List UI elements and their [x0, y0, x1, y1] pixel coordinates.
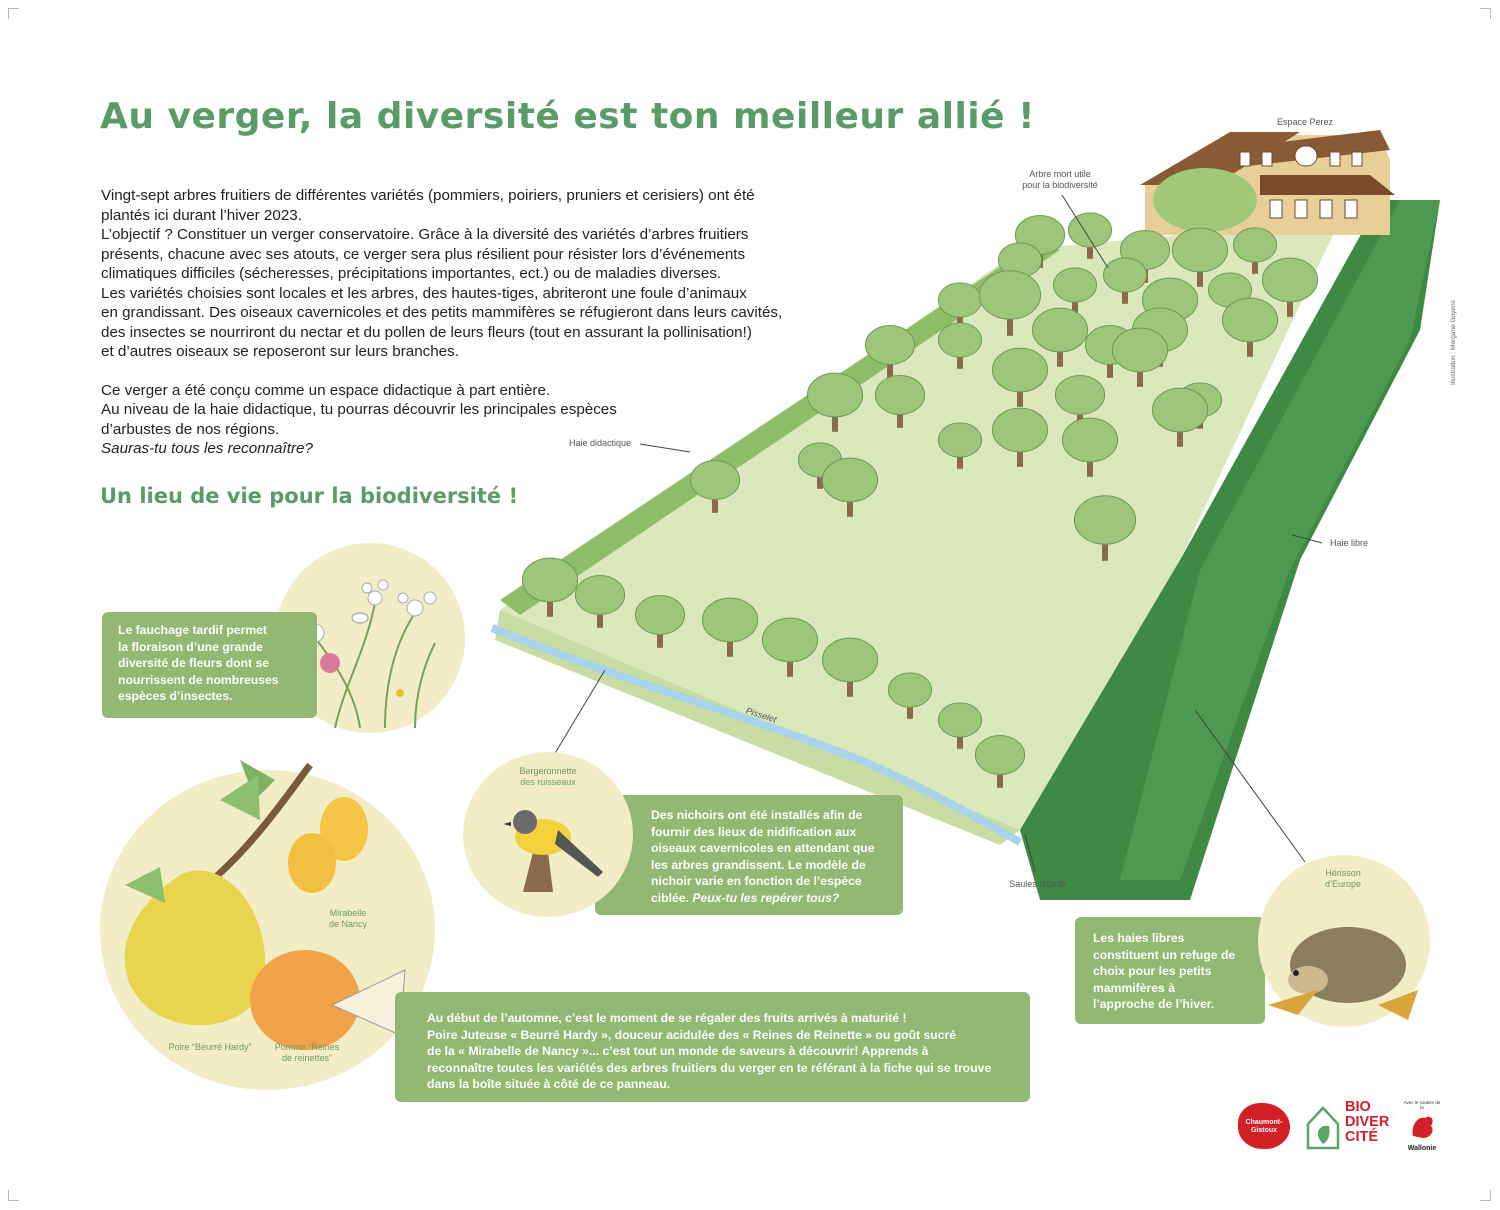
orchard-tree-crown: [575, 576, 624, 615]
orchard-tree-crown: [522, 558, 577, 602]
orchard-tree-crown: [938, 283, 981, 317]
fauchage-info-box: Le fauchage tardif permet la floraison d’une grande diversité de fleurs dont se nourrissent de nombreuses espèces d’insectes.: [102, 612, 317, 718]
intro-line: L’objectif ? Constituer un verger conservatoire. Grâce à la diversité des variétés d’arbres fruitiers: [101, 226, 749, 243]
fruits-illustration: [100, 745, 440, 1090]
orchard-tree-crown: [822, 458, 877, 502]
orchard-tree-crown: [702, 598, 757, 642]
label-saules: Saules têtards: [1009, 879, 1067, 889]
orchard-tree-crown: [1062, 418, 1117, 462]
haies-info-box: Les haies libres constituent un refuge de choix pour les petits mammifères à l’approche de l’hiver.: [1075, 917, 1265, 1024]
orchard-tree-crown: [1074, 496, 1135, 544]
intro-line: plantés ici durant l’hiver 2023.: [101, 206, 302, 224]
label-herisson: Hérisson d’Europe: [1324, 868, 1362, 889]
orchard-illustration: [480, 110, 1500, 910]
intro-line: Vingt-sept arbres fruitiers de différentes variétés (pommiers, poiriers, pruniers et cerisiers) ont été: [101, 187, 755, 204]
label-espace-perez: Espace Perez: [1276, 117, 1334, 127]
orchard-tree-crown: [992, 348, 1047, 392]
intro-line: Au niveau de la haie didactique, tu pourras découvrir les principales espèces: [101, 401, 617, 418]
orchard-tree-crown: [938, 423, 981, 457]
intro-line: Ce verger a été conçu comme un espace didactique à part entière.: [101, 381, 551, 399]
label-poire: Poire “Beurré Hardy”: [168, 1042, 252, 1052]
page-title: Au verger, la diversité est ton meilleur allié !: [100, 96, 1036, 137]
intro-line: en grandissant. Des oiseaux cavernicoles et des petits mammifères se réfugieront dans leurs cavités,: [101, 304, 783, 321]
orchard-tree-crown: [992, 408, 1047, 452]
label-pisselet: Pisselet: [744, 705, 778, 725]
orchard-tree-crown: [762, 618, 817, 662]
crop-mark-top-left: [8, 8, 19, 19]
house-leaf-icon: [1305, 1102, 1341, 1150]
orchard-tree-crown: [1222, 298, 1277, 342]
crop-mark-bottom-left: [8, 1190, 19, 1201]
label-mirabelle: Mirabelle de Nancy: [328, 908, 368, 929]
rooster-icon: [1407, 1110, 1437, 1140]
intro-line: d’arbustes de nos régions.: [101, 420, 280, 438]
orchard-tree-crown: [1233, 228, 1276, 262]
chaumont-gistoux-logo: Chaumont- Gistoux: [1238, 1103, 1290, 1149]
orchard-tree-crown: [1055, 376, 1104, 415]
intro-question: Sauras-tu tous les reconnaître?: [101, 440, 313, 457]
orchard-tree-crown: [975, 736, 1024, 775]
orchard-tree-crown: [1032, 308, 1087, 352]
crop-mark-bottom-right: [1480, 1190, 1491, 1201]
orchard-tree-crown: [888, 673, 931, 707]
orchard-tree-crown: [690, 461, 739, 500]
orchard-tree-crown: [1068, 213, 1111, 247]
label-haie-libre: Haie libre: [1329, 538, 1369, 548]
label-haie-didactique: Haie didactique: [568, 438, 632, 448]
automne-info-box: Au début de l’automne, c’est le moment de se régaler des fruits arrivés à maturité ! Poire Juteuse « Beurré Hardy », douceur acidulée des « Reines de Reinette » ou goût sucré de la « Mirabelle de Nancy »... c’est tout un monde de saveurs à découvrir! Apprends à reconnaître toutes les variétés des arbres fruitiers du verger en te référant à la fiche qui se trouve dans la boîte située à côté de ce panneau.: [395, 992, 1030, 1102]
section-subtitle: Un lieu de vie pour la biodiversité !: [100, 484, 519, 508]
orchard-tree-crown: [807, 373, 862, 417]
intro-line: présents, chacune avec ses atouts, ce verger sera plus résilient pour résister lors d’événements: [101, 245, 746, 263]
orchard-tree-crown: [1103, 258, 1146, 292]
wallonie-logo: Avec le soutien de la Wallonie: [1403, 1100, 1441, 1152]
biodiversite-logo: BIO DIVER CITÉ: [1305, 1100, 1395, 1150]
orchard-tree-crown: [1262, 258, 1317, 302]
orchard-tree-crown: [1112, 328, 1167, 372]
label-arbre-mort: Arbre mort utile pour la biodiversité: [1022, 169, 1098, 190]
orchard-tree-crown: [865, 326, 914, 365]
orchard-tree-crown: [938, 703, 981, 737]
orchard-tree-crown: [1152, 388, 1207, 432]
label-pomme: Pomme “Reines de reinettes”: [274, 1042, 340, 1063]
label-bergeronnette: Bergeronnette des ruisseaux: [519, 766, 577, 787]
intro-line: et d’autres oiseaux se reposeront sur leurs branches.: [101, 343, 459, 360]
orchard-tree-crown: [635, 596, 684, 635]
nichoirs-info-box: Des nichoirs ont été installés afin de fournir des lieux de nidification aux oiseaux cavernicoles en attendant que les arbres grandissent. Le modèle de nichoir varie en fonction de l’espèce ciblée. Peux-tu les repérer tous?: [595, 795, 903, 915]
orchard-tree-crown: [938, 323, 981, 357]
orchard-tree-crown: [979, 271, 1040, 319]
orchard-tree-crown: [1053, 268, 1096, 302]
illustration-credit: Illustration : Morgane Goyens: [1450, 300, 1457, 385]
orchard-tree-crown: [875, 376, 924, 415]
intro-line: des insectes se nourriront du nectar et du pollen de leurs fleurs (tout en assurant la pollinisation!): [101, 323, 752, 341]
intro-line: climatiques difficiles (sécheresses, précipitations importantes, ect.) ou de maladies diverses.: [101, 265, 722, 282]
orchard-tree-crown: [822, 638, 877, 682]
intro-line: Les variétés choisies sont locales et les arbres, des hautes-tiges, abriteront une foule d’animaux: [101, 284, 747, 302]
orchard-tree-crown: [1172, 228, 1227, 272]
crop-mark-top-right: [1480, 8, 1491, 19]
